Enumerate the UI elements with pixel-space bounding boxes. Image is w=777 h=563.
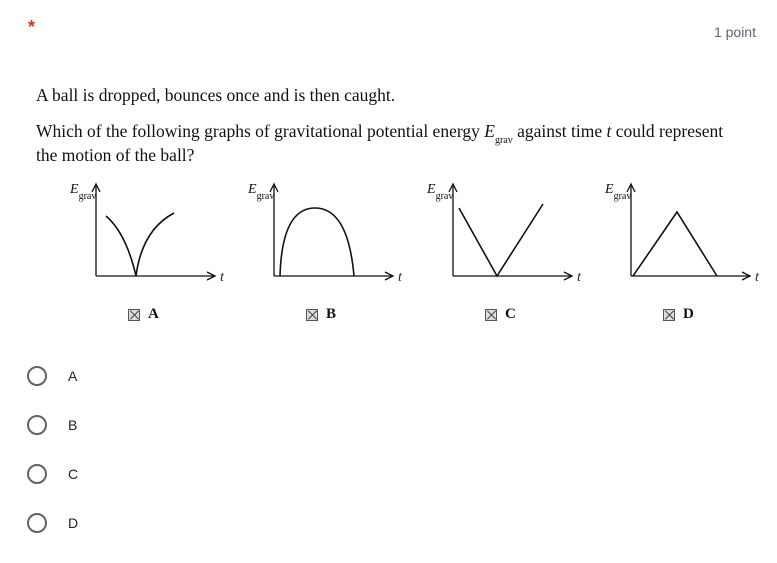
option-a[interactable] bbox=[27, 362, 78, 390]
graph-a-ylabel: $E_{grav}$ bbox=[70, 182, 97, 202]
required-star: * bbox=[28, 17, 36, 37]
graph-a-label: A bbox=[128, 306, 159, 323]
graph-b-plot bbox=[228, 178, 398, 298]
question-line-2: Which of the following graphs of gravitational potential energy $E_{grav}$ against time t could represent the motion of the ball? bbox=[36, 121, 724, 165]
points-label: 1 point bbox=[713, 24, 756, 40]
checkbox-icon bbox=[485, 309, 497, 321]
graph-d-xlabel: t bbox=[755, 270, 759, 285]
checkbox-icon bbox=[663, 309, 675, 321]
graph-c-xlabel: t bbox=[577, 270, 581, 285]
checkbox-icon bbox=[128, 309, 140, 321]
answer-options bbox=[27, 362, 78, 558]
radio-button[interactable] bbox=[27, 513, 47, 533]
option-b[interactable] bbox=[27, 411, 78, 439]
option-label: D bbox=[68, 515, 79, 531]
graph-c bbox=[407, 178, 581, 328]
graph-d-label: D bbox=[663, 306, 694, 323]
option-d[interactable] bbox=[27, 509, 78, 537]
graph-c-plot bbox=[407, 178, 577, 298]
graph-b-xlabel: t bbox=[398, 270, 402, 285]
option-label: A bbox=[68, 368, 78, 384]
graph-d bbox=[585, 178, 759, 328]
graph-c-ylabel: $E_{grav}$ bbox=[427, 182, 454, 202]
graph-d-plot bbox=[585, 178, 755, 298]
radio-button[interactable] bbox=[27, 366, 47, 386]
graph-b-label: B bbox=[306, 306, 336, 323]
graph-a bbox=[50, 178, 224, 328]
graph-d-ylabel: $E_{grav}$ bbox=[605, 182, 632, 202]
option-label: B bbox=[68, 417, 78, 433]
question-line-1: A ball is dropped, bounces once and is then caught. bbox=[36, 85, 396, 105]
graph-a-xlabel: t bbox=[220, 270, 224, 285]
radio-button[interactable] bbox=[27, 415, 47, 435]
checkbox-icon bbox=[306, 309, 318, 321]
radio-button[interactable] bbox=[27, 464, 47, 484]
graph-b-ylabel: $E_{grav}$ bbox=[248, 182, 275, 202]
option-label: C bbox=[68, 466, 79, 482]
question-image bbox=[30, 80, 760, 340]
graph-b bbox=[228, 178, 402, 328]
option-c[interactable] bbox=[27, 460, 78, 488]
graph-a-plot bbox=[50, 178, 220, 298]
graph-c-label: C bbox=[485, 306, 516, 323]
